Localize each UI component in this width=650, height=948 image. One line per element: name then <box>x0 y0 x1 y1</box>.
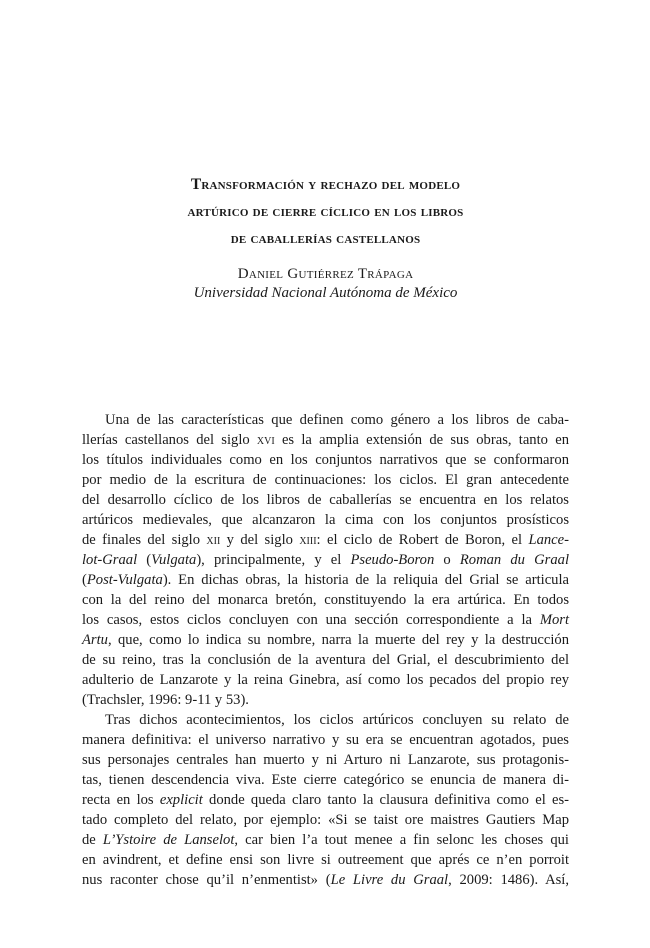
text-line: lot-Graal (Vulgata), principalmente, y el Pseudo-Boron o Roman du Graal <box>82 552 570 568</box>
title-line: de caballerías castellanos <box>230 230 421 247</box>
text-line: nus raconter chose qu’il n’enmentist» (Le Livre du Graal, 2009: 1486). Así, <box>82 872 569 888</box>
text-line: llerías castellanos del siglo xvi es la amplia extensión de sus obras, tanto en <box>82 432 569 448</box>
text-line: (Post-Vulgata). En dichas obras, la historia de la reliquia del Grial se articula <box>82 572 569 588</box>
body-text <box>82 410 569 890</box>
text-line: los títulos individuales como en los conjuntos narrativos que se conformaron <box>82 452 569 468</box>
text-line: de L’Ystoire de Lanselot, car bien l’a tout menee a fin selonc les choses qui <box>82 832 569 848</box>
text-line: adulterio de Lanzarote y la reina Ginebra, así como los pecados del propio rey <box>82 672 569 688</box>
title-line: artúrico de cierre cíclico en los libros <box>187 203 464 220</box>
text-line: Una de las características que definen como género a los libros de caba- <box>105 412 569 428</box>
text-line: tado completo del relato, por ejemplo: «Si se taist ore maistres Gautiers Map <box>82 812 569 828</box>
text-line: por medio de la escritura de continuaciones: los ciclos. El gran antecedente <box>82 472 569 488</box>
text-line: artúricos medievales, que alcanzaron la cima con los conjuntos prosísticos <box>82 512 569 528</box>
text-line: Tras dichos acontecimientos, los ciclos artúricos concluyen su relato de <box>105 712 569 728</box>
author-affiliation: Universidad Nacional Autónoma de México <box>193 285 458 301</box>
text-line: tas, tienen descendencia viva. Este cierre categórico se enuncia de manera di- <box>82 772 569 788</box>
author-block <box>82 265 569 303</box>
title-line: Transformación y rechazo del modelo <box>190 176 461 193</box>
text-line: del desarrollo cíclico de los libros de caballerías se encuentra en los relatos <box>82 492 569 508</box>
text-line: en avindrent, et define ensi son livre si outreement que aprés ce n’en porroit <box>82 852 569 868</box>
text-line: de finales del siglo xii y del siglo xiii: el ciclo de Robert de Boron, el Lance- <box>82 532 569 548</box>
text-line: recta en los explicit donde queda claro tanto la clausura definitiva como el es- <box>82 792 569 808</box>
text-line: con la del reino del monarca bretón, constituyendo la era artúrica. En todos <box>82 592 569 608</box>
page <box>82 0 569 948</box>
article-title <box>82 171 569 252</box>
text-line: sus personajes centrales han muerto y ni Arturo ni Lanzarote, sus protagonis- <box>82 752 569 768</box>
text-line: los casos, estos ciclos concluyen con una sección correspondiente a la Mort <box>82 612 569 628</box>
paragraph <box>82 410 569 710</box>
author-name: Daniel Gutiérrez Trápaga <box>237 266 414 282</box>
text-line: de su reino, tras la conclusión de la aventura del Grial, el descubrimiento del <box>82 652 569 668</box>
text-line: Artu, que, como lo indica su nombre, narra la muerte del rey y la destrucción <box>82 632 569 648</box>
text-line: (Trachsler, 1996: 9-11 y 53). <box>82 692 249 708</box>
text-line: manera definitiva: el universo narrativo y su era se encuentran agotados, pues <box>82 732 569 748</box>
paragraph <box>82 710 569 890</box>
